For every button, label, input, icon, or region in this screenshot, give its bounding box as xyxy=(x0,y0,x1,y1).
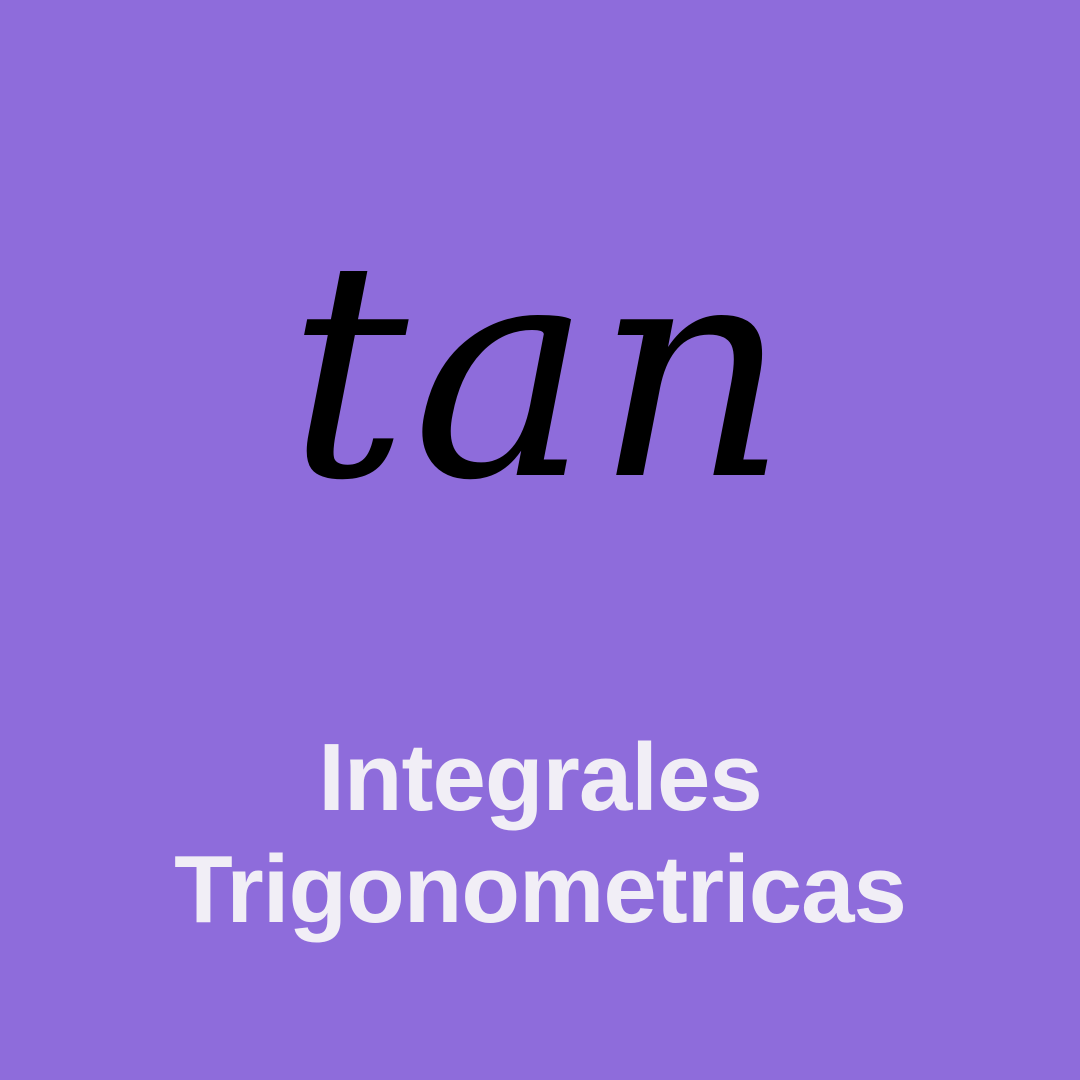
title-line-1: Integrales xyxy=(318,724,762,831)
math-function-symbol: tan xyxy=(287,197,793,546)
title xyxy=(0,722,1080,946)
title-line-2: Trigonometricas xyxy=(174,836,906,943)
